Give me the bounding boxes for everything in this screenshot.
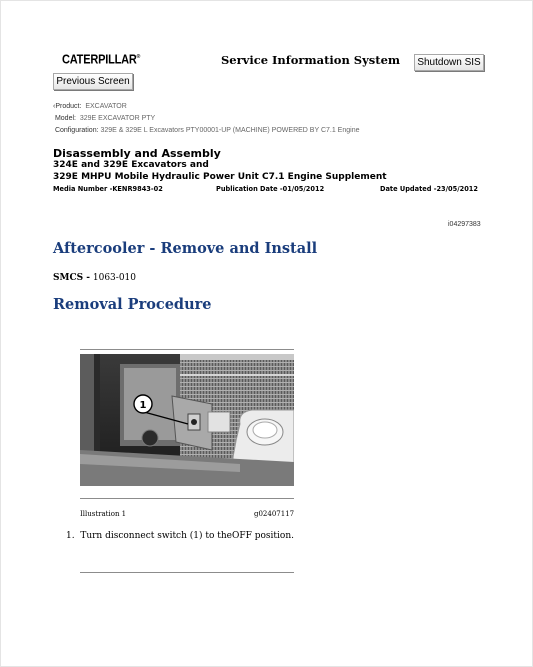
shutdown-button[interactable]: Shutdown SIS xyxy=(414,54,484,71)
divider xyxy=(80,349,294,350)
step-number: 1. xyxy=(66,531,75,541)
document-id: i04297383 xyxy=(448,221,481,228)
divider xyxy=(80,572,294,573)
section-title: Removal Procedure xyxy=(53,296,212,313)
step-1 xyxy=(66,531,294,541)
divider xyxy=(80,498,294,499)
illustration-id: g02407117 xyxy=(254,510,295,518)
breadcrumb-model: Model: 329E EXCAVATOR PTY xyxy=(54,115,156,122)
publication-date: Publication Date -01/05/2012 xyxy=(216,185,325,193)
breadcrumb-product: ‹Product: EXCAVATOR xyxy=(53,103,127,110)
page-title: Aftercooler - Remove and Install xyxy=(53,240,318,257)
system-title: Service Information System xyxy=(221,53,401,67)
illustration-label: Illustration 1 xyxy=(80,510,127,518)
back-arrow-icon[interactable]: ‹ xyxy=(53,103,56,110)
illustration-photo xyxy=(80,354,294,486)
callout-1: 1 xyxy=(139,400,147,411)
document-heading: Disassembly and Assembly xyxy=(53,147,221,160)
breadcrumb-configuration: Configuration: 329E & 329E L Excavators PTY00001-UP (MACHINE) POWERED BY C7.1 Engine xyxy=(54,127,360,134)
previous-screen-button[interactable]: Previous Screen xyxy=(53,73,133,90)
caterpillar-logo: CATERPILLAR® xyxy=(62,53,141,67)
smcs-code: SMCS - 1063-010 xyxy=(53,273,136,283)
step-text: Turn disconnect switch (1) to theOFF position. xyxy=(80,531,294,541)
date-updated: Date Updated -23/05/2012 xyxy=(380,185,478,193)
document-subheading-1: 324E and 329E Excavators and xyxy=(53,160,209,170)
document-subheading-2: 329E MHPU Mobile Hydraulic Power Unit C7.1 Engine Supplement xyxy=(53,172,387,182)
media-number: Media Number -KENR9843-02 xyxy=(53,185,163,193)
